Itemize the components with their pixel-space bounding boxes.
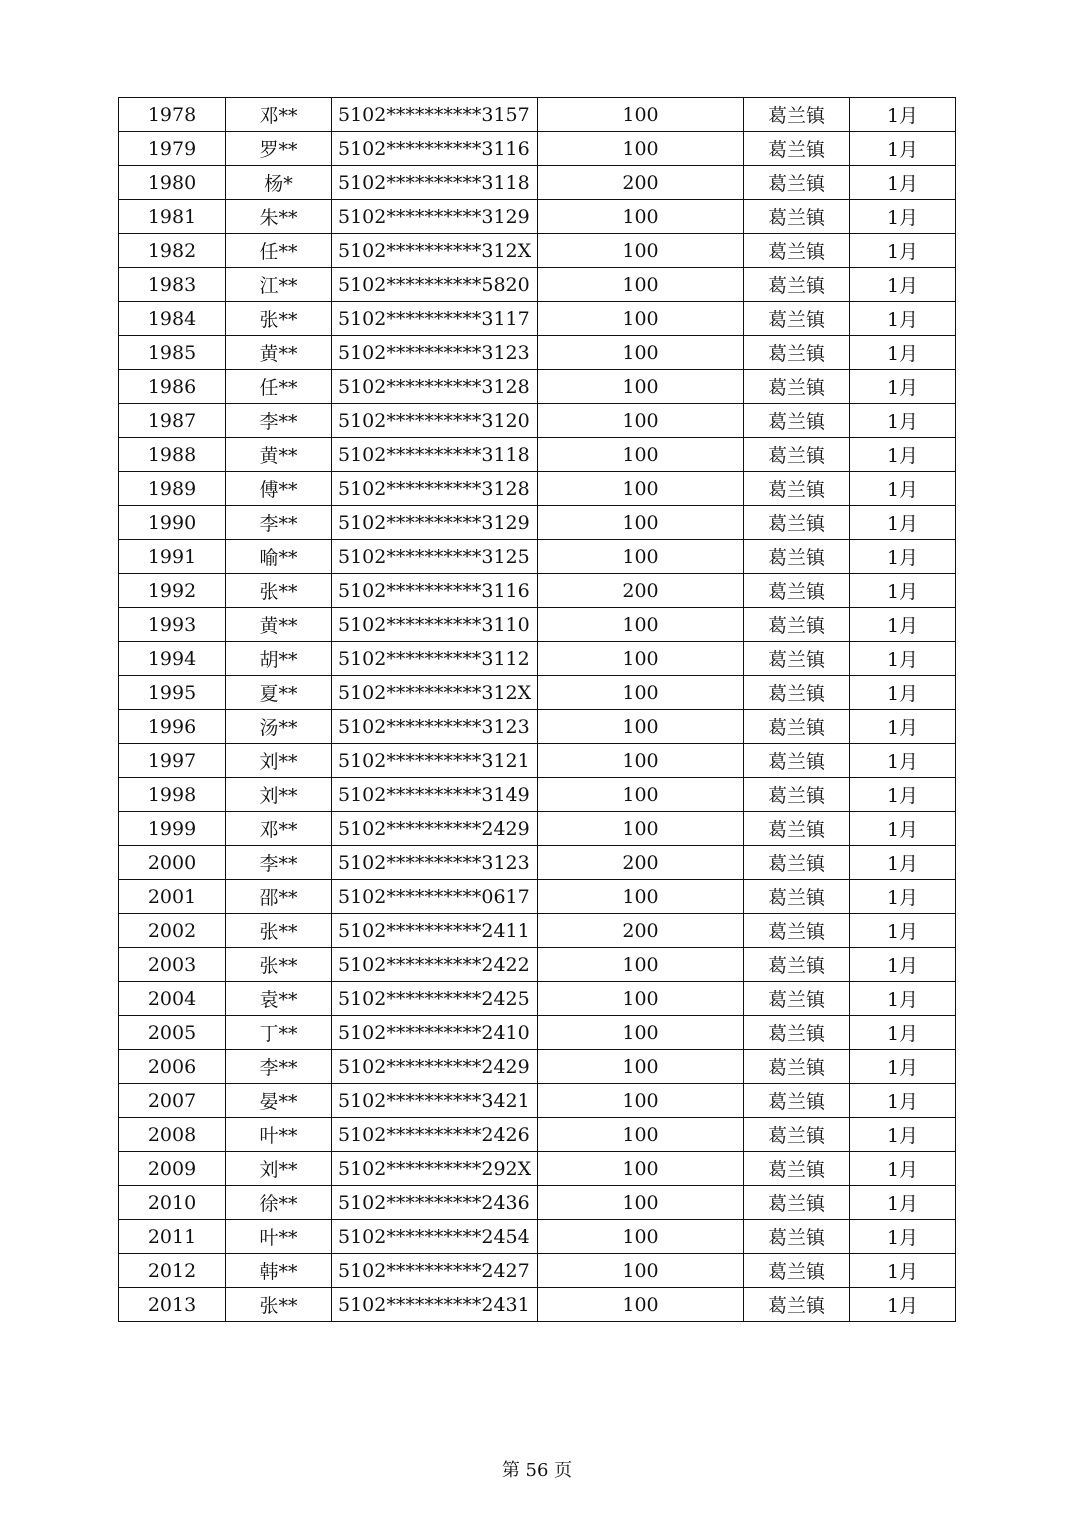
id-number-cell: 5102**********3125	[332, 540, 538, 574]
id-number-cell: 5102**********3110	[332, 608, 538, 642]
table-row	[119, 1254, 956, 1288]
town-cell: 葛兰镇	[744, 982, 850, 1016]
table-row	[119, 1050, 956, 1084]
id-number-cell: 5102**********312X	[332, 234, 538, 268]
name-cell: 丁**	[226, 1016, 332, 1050]
name-cell: 邓**	[226, 98, 332, 132]
serial-cell: 2001	[119, 880, 226, 914]
table-row	[119, 302, 956, 336]
town-cell: 葛兰镇	[744, 710, 850, 744]
month-cell: 1月	[850, 1186, 956, 1220]
town-cell: 葛兰镇	[744, 812, 850, 846]
amount-cell: 200	[538, 914, 744, 948]
amount-cell: 100	[538, 336, 744, 370]
table-row	[119, 676, 956, 710]
id-number-cell: 5102**********3121	[332, 744, 538, 778]
serial-cell: 1984	[119, 302, 226, 336]
month-cell: 1月	[850, 1254, 956, 1288]
name-cell: 黄**	[226, 438, 332, 472]
month-cell: 1月	[850, 268, 956, 302]
amount-cell: 100	[538, 132, 744, 166]
month-cell: 1月	[850, 438, 956, 472]
town-cell: 葛兰镇	[744, 472, 850, 506]
month-cell: 1月	[850, 1050, 956, 1084]
table-row	[119, 1084, 956, 1118]
records-table-body	[119, 98, 956, 1322]
town-cell: 葛兰镇	[744, 1118, 850, 1152]
amount-cell: 100	[538, 1186, 744, 1220]
id-number-cell: 5102**********3116	[332, 574, 538, 608]
month-cell: 1月	[850, 1152, 956, 1186]
serial-cell: 1994	[119, 642, 226, 676]
id-number-cell: 5102**********3117	[332, 302, 538, 336]
table-row	[119, 574, 956, 608]
serial-cell: 1983	[119, 268, 226, 302]
town-cell: 葛兰镇	[744, 98, 850, 132]
serial-cell: 1980	[119, 166, 226, 200]
amount-cell: 200	[538, 574, 744, 608]
serial-cell: 2006	[119, 1050, 226, 1084]
table-row	[119, 642, 956, 676]
month-cell: 1月	[850, 166, 956, 200]
table-row	[119, 370, 956, 404]
town-cell: 葛兰镇	[744, 336, 850, 370]
serial-cell: 2003	[119, 948, 226, 982]
records-table	[118, 97, 956, 1322]
amount-cell: 100	[538, 1016, 744, 1050]
town-cell: 葛兰镇	[744, 1288, 850, 1322]
month-cell: 1月	[850, 1084, 956, 1118]
table-row	[119, 1220, 956, 1254]
amount-cell: 100	[538, 1084, 744, 1118]
amount-cell: 100	[538, 982, 744, 1016]
town-cell: 葛兰镇	[744, 234, 850, 268]
name-cell: 李**	[226, 1050, 332, 1084]
serial-cell: 2010	[119, 1186, 226, 1220]
table-row	[119, 268, 956, 302]
table-row	[119, 812, 956, 846]
amount-cell: 100	[538, 880, 744, 914]
id-number-cell: 5102**********0617	[332, 880, 538, 914]
name-cell: 张**	[226, 1288, 332, 1322]
town-cell: 葛兰镇	[744, 438, 850, 472]
name-cell: 刘**	[226, 744, 332, 778]
id-number-cell: 5102**********2425	[332, 982, 538, 1016]
id-number-cell: 5102**********2427	[332, 1254, 538, 1288]
serial-cell: 1995	[119, 676, 226, 710]
name-cell: 叶**	[226, 1220, 332, 1254]
id-number-cell: 5102**********312X	[332, 676, 538, 710]
town-cell: 葛兰镇	[744, 608, 850, 642]
table-row	[119, 880, 956, 914]
amount-cell: 100	[538, 812, 744, 846]
month-cell: 1月	[850, 574, 956, 608]
month-cell: 1月	[850, 98, 956, 132]
amount-cell: 100	[538, 472, 744, 506]
serial-cell: 1992	[119, 574, 226, 608]
month-cell: 1月	[850, 302, 956, 336]
amount-cell: 100	[538, 710, 744, 744]
id-number-cell: 5102**********3128	[332, 370, 538, 404]
town-cell: 葛兰镇	[744, 404, 850, 438]
town-cell: 葛兰镇	[744, 166, 850, 200]
page-number: 第 56 页	[501, 1460, 573, 1481]
name-cell: 喻**	[226, 540, 332, 574]
table-row	[119, 744, 956, 778]
id-number-cell: 5102**********2436	[332, 1186, 538, 1220]
month-cell: 1月	[850, 540, 956, 574]
town-cell: 葛兰镇	[744, 642, 850, 676]
table-row	[119, 132, 956, 166]
town-cell: 葛兰镇	[744, 880, 850, 914]
serial-cell: 1978	[119, 98, 226, 132]
name-cell: 张**	[226, 574, 332, 608]
town-cell: 葛兰镇	[744, 1050, 850, 1084]
amount-cell: 100	[538, 302, 744, 336]
table-row	[119, 404, 956, 438]
name-cell: 李**	[226, 846, 332, 880]
town-cell: 葛兰镇	[744, 1186, 850, 1220]
serial-cell: 1998	[119, 778, 226, 812]
name-cell: 黄**	[226, 336, 332, 370]
amount-cell: 200	[538, 166, 744, 200]
serial-cell: 2012	[119, 1254, 226, 1288]
id-number-cell: 5102**********2422	[332, 948, 538, 982]
town-cell: 葛兰镇	[744, 676, 850, 710]
table-row	[119, 1152, 956, 1186]
id-number-cell: 5102**********2411	[332, 914, 538, 948]
name-cell: 邓**	[226, 812, 332, 846]
table-row	[119, 914, 956, 948]
amount-cell: 100	[538, 200, 744, 234]
month-cell: 1月	[850, 982, 956, 1016]
id-number-cell: 5102**********5820	[332, 268, 538, 302]
month-cell: 1月	[850, 744, 956, 778]
name-cell: 黄**	[226, 608, 332, 642]
name-cell: 邵**	[226, 880, 332, 914]
town-cell: 葛兰镇	[744, 200, 850, 234]
serial-cell: 2011	[119, 1220, 226, 1254]
serial-cell: 1979	[119, 132, 226, 166]
amount-cell: 100	[538, 1152, 744, 1186]
serial-cell: 2004	[119, 982, 226, 1016]
name-cell: 徐**	[226, 1186, 332, 1220]
month-cell: 1月	[850, 914, 956, 948]
town-cell: 葛兰镇	[744, 1220, 850, 1254]
table-row	[119, 1288, 956, 1322]
table-row	[119, 234, 956, 268]
id-number-cell: 5102**********3129	[332, 200, 538, 234]
name-cell: 晏**	[226, 1084, 332, 1118]
serial-cell: 2002	[119, 914, 226, 948]
table-row	[119, 710, 956, 744]
month-cell: 1月	[850, 132, 956, 166]
table-row	[119, 608, 956, 642]
amount-cell: 100	[538, 948, 744, 982]
month-cell: 1月	[850, 1288, 956, 1322]
id-number-cell: 5102**********2429	[332, 1050, 538, 1084]
serial-cell: 1982	[119, 234, 226, 268]
amount-cell: 100	[538, 438, 744, 472]
name-cell: 夏**	[226, 676, 332, 710]
month-cell: 1月	[850, 1118, 956, 1152]
month-cell: 1月	[850, 608, 956, 642]
amount-cell: 100	[538, 404, 744, 438]
serial-cell: 1988	[119, 438, 226, 472]
town-cell: 葛兰镇	[744, 1152, 850, 1186]
name-cell: 李**	[226, 506, 332, 540]
serial-cell: 1991	[119, 540, 226, 574]
serial-cell: 1981	[119, 200, 226, 234]
month-cell: 1月	[850, 336, 956, 370]
town-cell: 葛兰镇	[744, 744, 850, 778]
month-cell: 1月	[850, 1220, 956, 1254]
amount-cell: 100	[538, 268, 744, 302]
name-cell: 张**	[226, 302, 332, 336]
amount-cell: 100	[538, 744, 744, 778]
serial-cell: 1990	[119, 506, 226, 540]
table-row	[119, 778, 956, 812]
town-cell: 葛兰镇	[744, 846, 850, 880]
town-cell: 葛兰镇	[744, 540, 850, 574]
town-cell: 葛兰镇	[744, 1016, 850, 1050]
id-number-cell: 5102**********3128	[332, 472, 538, 506]
serial-cell: 2000	[119, 846, 226, 880]
serial-cell: 1985	[119, 336, 226, 370]
amount-cell: 100	[538, 234, 744, 268]
serial-cell: 2013	[119, 1288, 226, 1322]
month-cell: 1月	[850, 846, 956, 880]
town-cell: 葛兰镇	[744, 302, 850, 336]
name-cell: 胡**	[226, 642, 332, 676]
amount-cell: 100	[538, 608, 744, 642]
town-cell: 葛兰镇	[744, 132, 850, 166]
name-cell: 张**	[226, 914, 332, 948]
table-row	[119, 948, 956, 982]
serial-cell: 2007	[119, 1084, 226, 1118]
month-cell: 1月	[850, 710, 956, 744]
table-row	[119, 846, 956, 880]
amount-cell: 100	[538, 370, 744, 404]
id-number-cell: 5102**********3421	[332, 1084, 538, 1118]
month-cell: 1月	[850, 880, 956, 914]
name-cell: 袁**	[226, 982, 332, 1016]
name-cell: 江**	[226, 268, 332, 302]
serial-cell: 2009	[119, 1152, 226, 1186]
town-cell: 葛兰镇	[744, 1084, 850, 1118]
id-number-cell: 5102**********3149	[332, 778, 538, 812]
town-cell: 葛兰镇	[744, 778, 850, 812]
amount-cell: 100	[538, 642, 744, 676]
id-number-cell: 5102**********3123	[332, 846, 538, 880]
amount-cell: 100	[538, 778, 744, 812]
table-row	[119, 982, 956, 1016]
serial-cell: 1997	[119, 744, 226, 778]
id-number-cell: 5102**********2410	[332, 1016, 538, 1050]
id-number-cell: 5102**********2431	[332, 1288, 538, 1322]
month-cell: 1月	[850, 472, 956, 506]
id-number-cell: 5102**********3123	[332, 336, 538, 370]
table-row	[119, 200, 956, 234]
id-number-cell: 5102**********3129	[332, 506, 538, 540]
serial-cell: 1986	[119, 370, 226, 404]
serial-cell: 1993	[119, 608, 226, 642]
month-cell: 1月	[850, 404, 956, 438]
id-number-cell: 5102**********3123	[332, 710, 538, 744]
amount-cell: 100	[538, 676, 744, 710]
amount-cell: 100	[538, 1288, 744, 1322]
town-cell: 葛兰镇	[744, 914, 850, 948]
serial-cell: 1989	[119, 472, 226, 506]
month-cell: 1月	[850, 234, 956, 268]
name-cell: 张**	[226, 948, 332, 982]
table-row	[119, 166, 956, 200]
serial-cell: 1999	[119, 812, 226, 846]
amount-cell: 100	[538, 1050, 744, 1084]
amount-cell: 200	[538, 846, 744, 880]
name-cell: 李**	[226, 404, 332, 438]
amount-cell: 100	[538, 540, 744, 574]
id-number-cell: 5102**********3118	[332, 166, 538, 200]
name-cell: 叶**	[226, 1118, 332, 1152]
amount-cell: 100	[538, 1118, 744, 1152]
id-number-cell: 5102**********3112	[332, 642, 538, 676]
month-cell: 1月	[850, 778, 956, 812]
table-row	[119, 472, 956, 506]
amount-cell: 100	[538, 1254, 744, 1288]
amount-cell: 100	[538, 98, 744, 132]
month-cell: 1月	[850, 948, 956, 982]
name-cell: 刘**	[226, 1152, 332, 1186]
amount-cell: 100	[538, 506, 744, 540]
name-cell: 任**	[226, 370, 332, 404]
name-cell: 任**	[226, 234, 332, 268]
table-row	[119, 540, 956, 574]
town-cell: 葛兰镇	[744, 574, 850, 608]
name-cell: 刘**	[226, 778, 332, 812]
town-cell: 葛兰镇	[744, 268, 850, 302]
id-number-cell: 5102**********2429	[332, 812, 538, 846]
town-cell: 葛兰镇	[744, 948, 850, 982]
serial-cell: 2008	[119, 1118, 226, 1152]
name-cell: 杨*	[226, 166, 332, 200]
name-cell: 韩**	[226, 1254, 332, 1288]
id-number-cell: 5102**********2454	[332, 1220, 538, 1254]
month-cell: 1月	[850, 642, 956, 676]
serial-cell: 2005	[119, 1016, 226, 1050]
serial-cell: 1987	[119, 404, 226, 438]
table-row	[119, 1016, 956, 1050]
month-cell: 1月	[850, 812, 956, 846]
name-cell: 罗**	[226, 132, 332, 166]
table-row	[119, 506, 956, 540]
id-number-cell: 5102**********3118	[332, 438, 538, 472]
id-number-cell: 5102**********3157	[332, 98, 538, 132]
table-row	[119, 1118, 956, 1152]
table-row	[119, 438, 956, 472]
month-cell: 1月	[850, 370, 956, 404]
id-number-cell: 5102**********3120	[332, 404, 538, 438]
amount-cell: 100	[538, 1220, 744, 1254]
id-number-cell: 5102**********3116	[332, 132, 538, 166]
id-number-cell: 5102**********2426	[332, 1118, 538, 1152]
town-cell: 葛兰镇	[744, 506, 850, 540]
town-cell: 葛兰镇	[744, 370, 850, 404]
table-row	[119, 1186, 956, 1220]
table-row	[119, 336, 956, 370]
table-row	[119, 98, 956, 132]
name-cell: 朱**	[226, 200, 332, 234]
month-cell: 1月	[850, 506, 956, 540]
month-cell: 1月	[850, 1016, 956, 1050]
month-cell: 1月	[850, 676, 956, 710]
serial-cell: 1996	[119, 710, 226, 744]
month-cell: 1月	[850, 200, 956, 234]
name-cell: 傅**	[226, 472, 332, 506]
town-cell: 葛兰镇	[744, 1254, 850, 1288]
name-cell: 汤**	[226, 710, 332, 744]
id-number-cell: 5102**********292X	[332, 1152, 538, 1186]
